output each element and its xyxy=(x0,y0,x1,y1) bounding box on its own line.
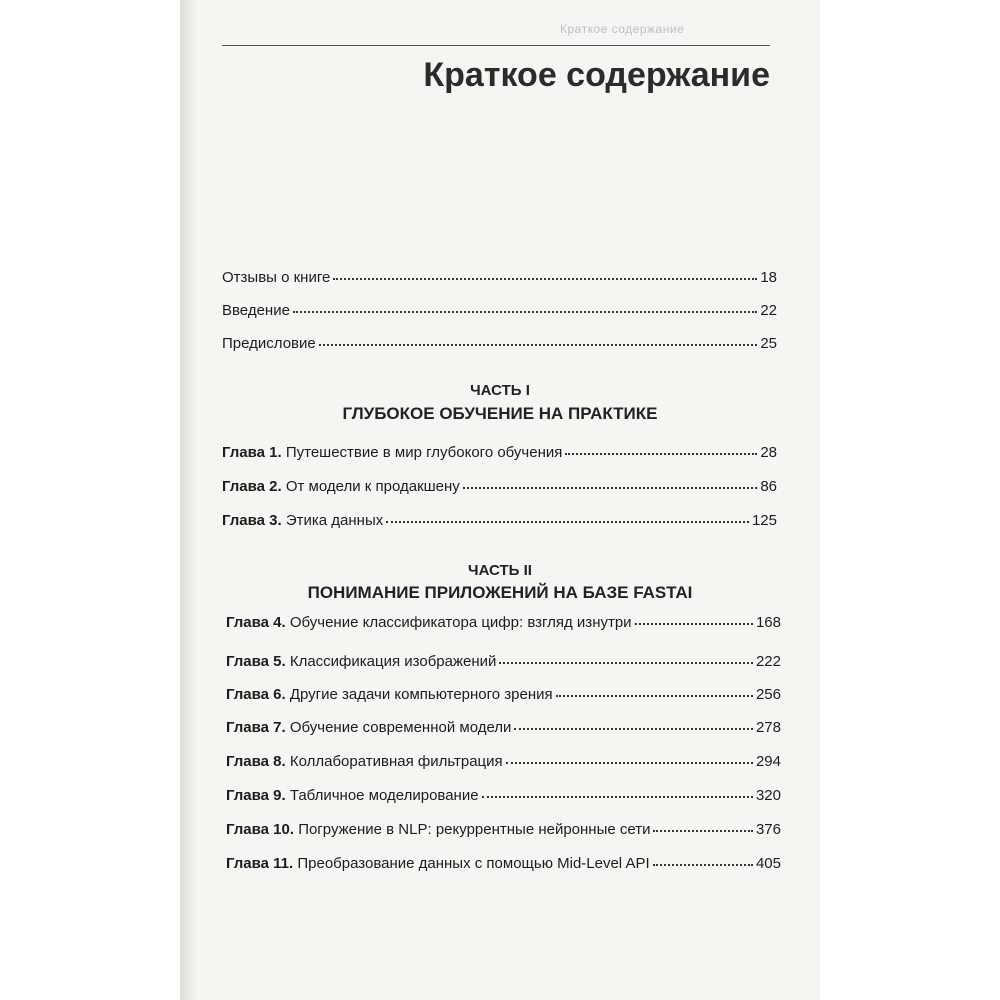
chapter-prefix: Глава 6. xyxy=(226,686,286,703)
toc-page-number: 125 xyxy=(751,512,777,529)
toc-entry-reviews[interactable] xyxy=(222,269,777,287)
toc-page-number: 222 xyxy=(755,653,781,670)
chapter-prefix: Глава 1. xyxy=(222,444,282,461)
toc-page-number: 25 xyxy=(760,335,777,352)
toc-entry-label xyxy=(222,478,460,496)
toc-entry-chapter-1[interactable] xyxy=(222,444,777,462)
dot-leader xyxy=(319,344,758,346)
dot-leader xyxy=(293,311,757,313)
toc-entry-label xyxy=(226,753,503,771)
toc-entry-chapter-10[interactable] xyxy=(226,821,781,839)
chapter-prefix: Глава 2. xyxy=(222,478,282,495)
toc-page-number: 22 xyxy=(760,302,777,319)
toc-entry-preface[interactable] xyxy=(222,335,777,353)
toc-entry-chapter-3[interactable] xyxy=(222,512,777,530)
toc-page-number: 28 xyxy=(760,444,777,461)
dot-leader xyxy=(333,278,757,280)
chapter-prefix: Глава 8. xyxy=(226,753,286,770)
toc-page-number: 18 xyxy=(760,269,777,286)
dot-leader xyxy=(463,487,758,489)
toc-entry-label: Отзывы о книге xyxy=(222,269,331,286)
dot-leader xyxy=(653,830,753,832)
dot-leader xyxy=(556,695,753,697)
dot-leader xyxy=(653,864,753,866)
chapter-prefix: Глава 11. xyxy=(226,855,294,872)
toc-entry-chapter-7[interactable] xyxy=(226,719,781,737)
toc-page-number: 168 xyxy=(755,614,781,631)
toc-page-number: 86 xyxy=(760,478,777,495)
chapter-title: Преобразование данных с помощью Mid-Level API xyxy=(297,855,650,872)
chapter-prefix: Глава 7. xyxy=(226,719,286,736)
toc-entry-label xyxy=(226,821,650,839)
toc-entry-chapter-2[interactable] xyxy=(222,478,777,496)
toc-entry-label xyxy=(226,686,553,704)
toc-entry-chapter-4[interactable] xyxy=(226,614,781,632)
toc-entry-chapter-9[interactable] xyxy=(226,787,781,805)
toc-page-number: 294 xyxy=(755,753,781,770)
dot-leader xyxy=(565,453,757,455)
chapter-title: Этика данных xyxy=(285,512,384,529)
chapter-title: Коллаборативная фильтрация xyxy=(289,753,503,770)
toc-entry-chapter-6[interactable] xyxy=(226,686,781,704)
part-1-number: ЧАСТЬ I xyxy=(470,382,530,399)
part-2-number: ЧАСТЬ II xyxy=(468,562,532,579)
chapter-prefix: Глава 5. xyxy=(226,653,286,670)
dot-leader xyxy=(514,728,753,730)
toc-entry-label xyxy=(226,719,511,737)
toc-page-number: 405 xyxy=(755,855,781,872)
header-rule xyxy=(222,45,770,46)
toc-entry-label xyxy=(222,444,562,462)
toc-page-number: 278 xyxy=(755,719,781,736)
toc-entry-chapter-8[interactable] xyxy=(226,753,781,771)
dot-leader xyxy=(635,623,753,625)
toc-entry-chapter-5[interactable] xyxy=(226,653,781,671)
part-1-title: ГЛУБОКОЕ ОБУЧЕНИЕ НА ПРАКТИКЕ xyxy=(342,404,658,423)
toc-entry-label xyxy=(226,855,650,873)
chapter-title: Другие задачи компьютерного зрения xyxy=(289,686,553,703)
running-head: Краткое содержание xyxy=(560,22,685,36)
chapter-prefix: Глава 4. xyxy=(226,614,286,631)
toc-entry-label xyxy=(226,787,479,805)
chapter-title: Обучение современной модели xyxy=(289,719,512,736)
dot-leader xyxy=(386,521,749,523)
chapter-title: Погружение в NLP: рекуррентные нейронные сети xyxy=(298,821,651,838)
dot-leader xyxy=(499,662,753,664)
toc-entry-chapter-11[interactable] xyxy=(226,855,781,873)
page-title: Краткое содержание xyxy=(423,56,770,94)
book-page xyxy=(180,0,820,1000)
chapter-title: Классификация изображений xyxy=(289,653,497,670)
toc-page-number: 376 xyxy=(755,821,781,838)
toc-entry-introduction[interactable] xyxy=(222,302,777,320)
toc-entry-label xyxy=(226,614,632,632)
chapter-prefix: Глава 3. xyxy=(222,512,282,529)
chapter-title: Обучение классификатора цифр: взгляд изнутри xyxy=(289,614,632,631)
toc-page-number: 320 xyxy=(755,787,781,804)
toc-entry-label: Предисловие xyxy=(222,335,316,352)
dot-leader xyxy=(506,762,753,764)
toc-page-number: 256 xyxy=(755,686,781,703)
part-2-title: ПОНИМАНИЕ ПРИЛОЖЕНИЙ НА БАЗЕ FASTAI xyxy=(307,583,693,602)
chapter-title: Табличное моделирование xyxy=(289,787,479,804)
chapter-prefix: Глава 9. xyxy=(226,787,286,804)
toc-entry-label xyxy=(222,512,383,530)
toc-entry-label: Введение xyxy=(222,302,290,319)
toc-entry-label xyxy=(226,653,496,671)
chapter-title: Путешествие в мир глубокого обучения xyxy=(285,444,563,461)
chapter-prefix: Глава 10. xyxy=(226,821,295,838)
chapter-title: От модели к продакшену xyxy=(285,478,460,495)
dot-leader xyxy=(482,796,753,798)
